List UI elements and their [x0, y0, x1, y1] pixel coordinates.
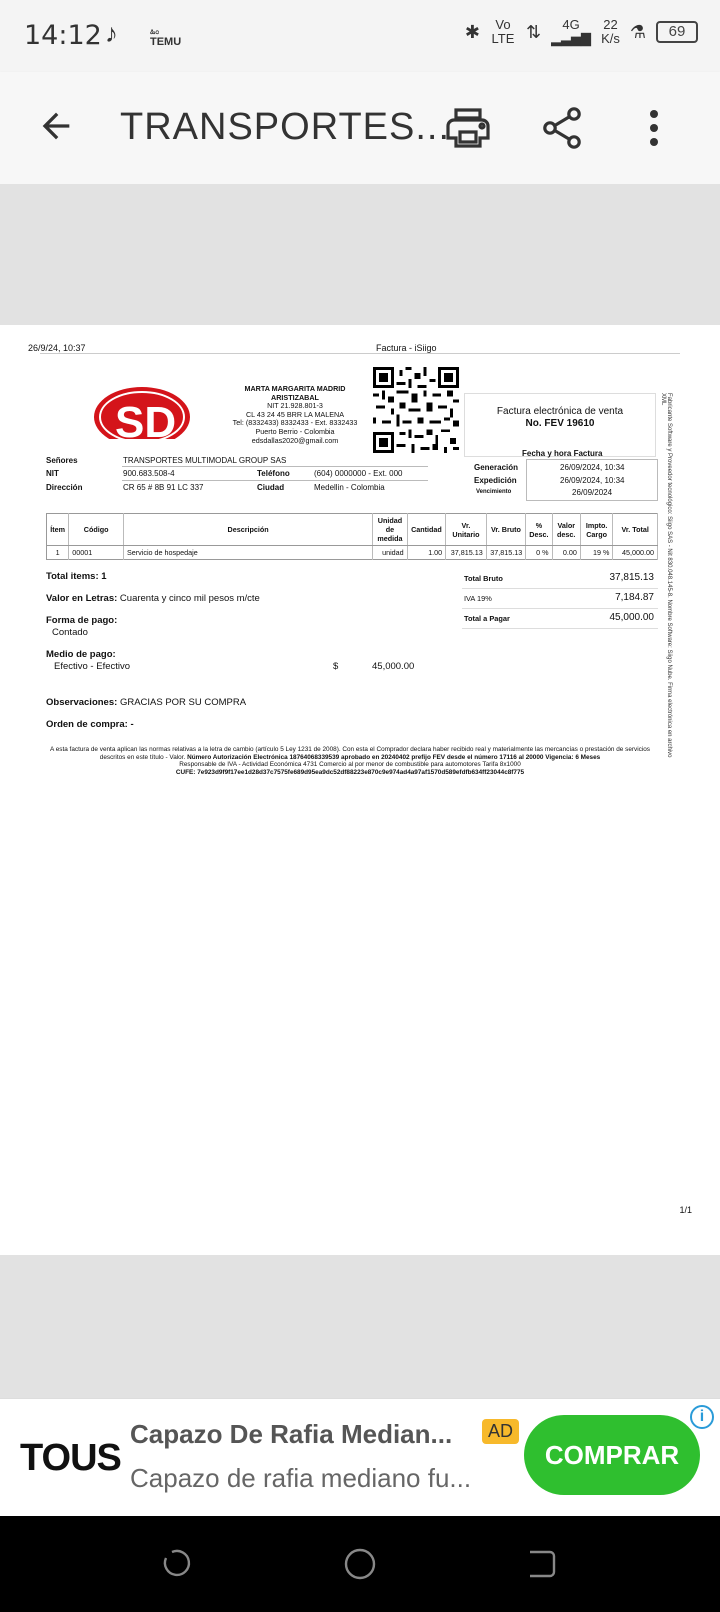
total-pagar-row: Total a Pagar 45,000.00	[462, 609, 658, 629]
print-timestamp: 26/9/24, 10:37	[28, 343, 86, 353]
items-header-row: Ítem Código Descripción Unidad de medida Cantidad Vr. Unitario Vr. Bruto % Desc. Valor desc. Impto. Cargo Vr. Total	[47, 514, 658, 546]
page-number: 1/1	[679, 1205, 692, 1215]
medio-pago-amount: 45,000.00	[372, 661, 415, 672]
comprar-button[interactable]: COMPRAR	[524, 1415, 700, 1495]
volte-indicator: Vo LTE	[491, 17, 515, 46]
ad-subline[interactable]: Capazo de rafia mediano fu...	[130, 1463, 472, 1493]
total-items: Total items: 1	[46, 571, 107, 582]
share-icon[interactable]	[538, 104, 586, 152]
items-table	[46, 513, 658, 560]
ad-headline[interactable]: Capazo De Rafia Median...	[130, 1419, 453, 1449]
navigation-bar	[0, 1516, 720, 1612]
ad-brand-logo: TOUS	[20, 1437, 121, 1479]
invoice-type-box: Factura electrónica de venta No. FEV 19610	[464, 393, 656, 457]
back-arrow-icon[interactable]	[36, 106, 76, 146]
clock: 14:12	[24, 20, 102, 51]
battery-indicator: 69	[656, 21, 698, 43]
data-arrows-icon: ⇅	[525, 21, 542, 42]
print-title: Factura - iSiigo	[376, 343, 437, 353]
observaciones: Observaciones: GRACIAS POR SU COMPRA	[46, 697, 247, 708]
network-speed: 22 K/s	[601, 17, 620, 46]
medio-pago: Efectivo - Efectivo	[54, 661, 131, 672]
ad-info-icon[interactable]: i	[690, 1405, 714, 1429]
forma-pago-label: Forma de pago:	[46, 615, 118, 626]
medio-pago-label: Medio de pago:	[46, 649, 116, 660]
ad-badge: AD	[482, 1419, 519, 1444]
document-title: TRANSPORTES...	[120, 106, 451, 148]
home-icon[interactable]	[342, 1546, 378, 1582]
flask-icon: ⚗	[629, 21, 646, 42]
totals-box	[462, 569, 658, 629]
pdf-page[interactable]: 26/9/24, 10:37 Factura - iSiigo SD MARTA MARGARITA MADRID ARISTIZABAL NIT 21.928.801-3 CL 43 24 45 BRR LA MALENA Tel: (8332433) 8332433 - Ext. 8332433 Puerto Berrio - Colombia edsdallas2020@gmail.com Factura electrónica de venta No. FEV 19610 Señores TRANSPORTES MULTIMODAL GROUP SAS NIT 900.683.508-4 Teléfono (604) 0000000 - Ext. 000 Dirección CR 65 # 8B 91 LC 337 Ciudad Medellin - Colombia Fecha y hora Factura Generación 26/09/2024, 10:34 Expedición 26/09/2024, 10:34 Vencimiento 26/09/2024 Ítem Código Descripción Unidad de medida Cantidad Vr. Unitario Vr. Bruto % Desc. Valor desc. Impto. Cargo Vr. Total 1 00001 Servicio de hospedaje unidad 1.00 37,815.13 37,815.13 0 % 0.00 19 % 45,000.00 Total items: 1 Valor en Letras: Cuarenta y cinco mil pesos m/cte Forma de pago: Contado Medio de pago: Efectivo - Efectivo $ 45,000.00 Observaciones: GRACIAS POR SU COMPRA Orden de compra: - Total Bruto 37,815.13 IVA 19% 7,184.87 Total a Pagar 45,000.00 A esta factura de venta aplican las normas relativas a la letra de cambio (artículo 5 Ley 1231 de 2008). Con esta el Comprador declara haber recibido real y materialmente las mercancías o prestación de servicios descritos en este título - Valor. Número Autorización Electrónica 18764068339539 aprobado en 20240402 prefijo FEV desde el número 17116 al 20000 Vigencia: 6 Meses Responsable de IVA - Actividad Económica 4731 Comercio al por menor de combustible para automotores Tarifa 8x1000 CUFE: 7e923d9f9f17ee1d28d37c7575fe689d95ea9dc52df88223e870c9e974ad4a97af1570d589efdfb634ff23044c8f775 Fabricante Software y Proveedor tecnológico: Siigo SAS - Nit 830.048.145-8. Nombre Software: Siigo Nube. Firma electrónica en archivo XML 1/1	[0, 325, 720, 1255]
more-options-icon[interactable]	[630, 104, 678, 152]
recents-icon[interactable]	[158, 1546, 194, 1582]
sd-logo	[93, 385, 191, 439]
table-row: 1 00001 Servicio de hospedaje unidad 1.00 37,815.13 37,815.13 0 % 0.00 19 % 45,000.00	[47, 546, 658, 560]
ad-banner[interactable]	[0, 1398, 720, 1516]
iva-row: IVA 19% 7,184.87	[462, 589, 658, 609]
issuer-info: MARTA MARGARITA MADRID ARISTIZABAL NIT 21.928.801-3 CL 43 24 45 BRR LA MALENA Tel: (8332433) 8332433 - Ext. 8332433 Puerto Berrio - Colombia edsdallas2020@gmail.com	[232, 384, 358, 445]
header-rule	[40, 353, 680, 354]
total-bruto-row: Total Bruto 37,815.13	[462, 569, 658, 589]
back-icon[interactable]	[524, 1546, 560, 1582]
medio-pago-currency: $	[333, 661, 339, 672]
svg-text:SD: SD	[115, 398, 177, 439]
app-bar	[0, 72, 720, 184]
status-bar	[0, 0, 720, 72]
valor-letras: Valor en Letras: Cuarenta y cinco mil pesos m/cte	[46, 593, 260, 604]
forma-pago: Contado	[52, 627, 88, 638]
network-type: 4G ▂▃▅▇	[551, 17, 592, 46]
bluetooth-icon: ✱	[464, 21, 480, 42]
temu-notification-icon: ಹಿಂ TEMU	[150, 27, 182, 48]
tiktok-icon: ♪	[105, 18, 118, 48]
legal-footer: A esta factura de venta aplican las normas relativas a la letra de cambio (artículo 5 Ley 1231 de 2008). Con esta el Comprador declara haber recibido real y materialmente las mercancías o prestación de servicios descritos en este título - Valor. Número Autorización Electrónica 18764068339539 aprobado en 20240402 prefijo FEV desde el número 17116 al 20000 Vigencia: 6 Meses Responsable de IVA - Actividad Económica 4731 Comercio al por menor de combustible para automotores Tarifa 8x1000 CUFE: 7e923d9f9f17ee1d28d37c7575fe689d95ea9dc52df88223e870c9e974ad4a97af1570d589efdfb634ff23044c8f775	[50, 746, 650, 776]
orden-compra: Orden de compra: -	[46, 719, 134, 730]
qr-code	[373, 367, 459, 453]
software-vendor-note: Fabricante Software y Proveedor tecnológico: Siigo SAS - Nit 830.048.145-8. Nombre Software: Siigo Nube. Firma electrónica en archivo XML	[660, 393, 672, 758]
print-icon[interactable]	[444, 104, 492, 152]
